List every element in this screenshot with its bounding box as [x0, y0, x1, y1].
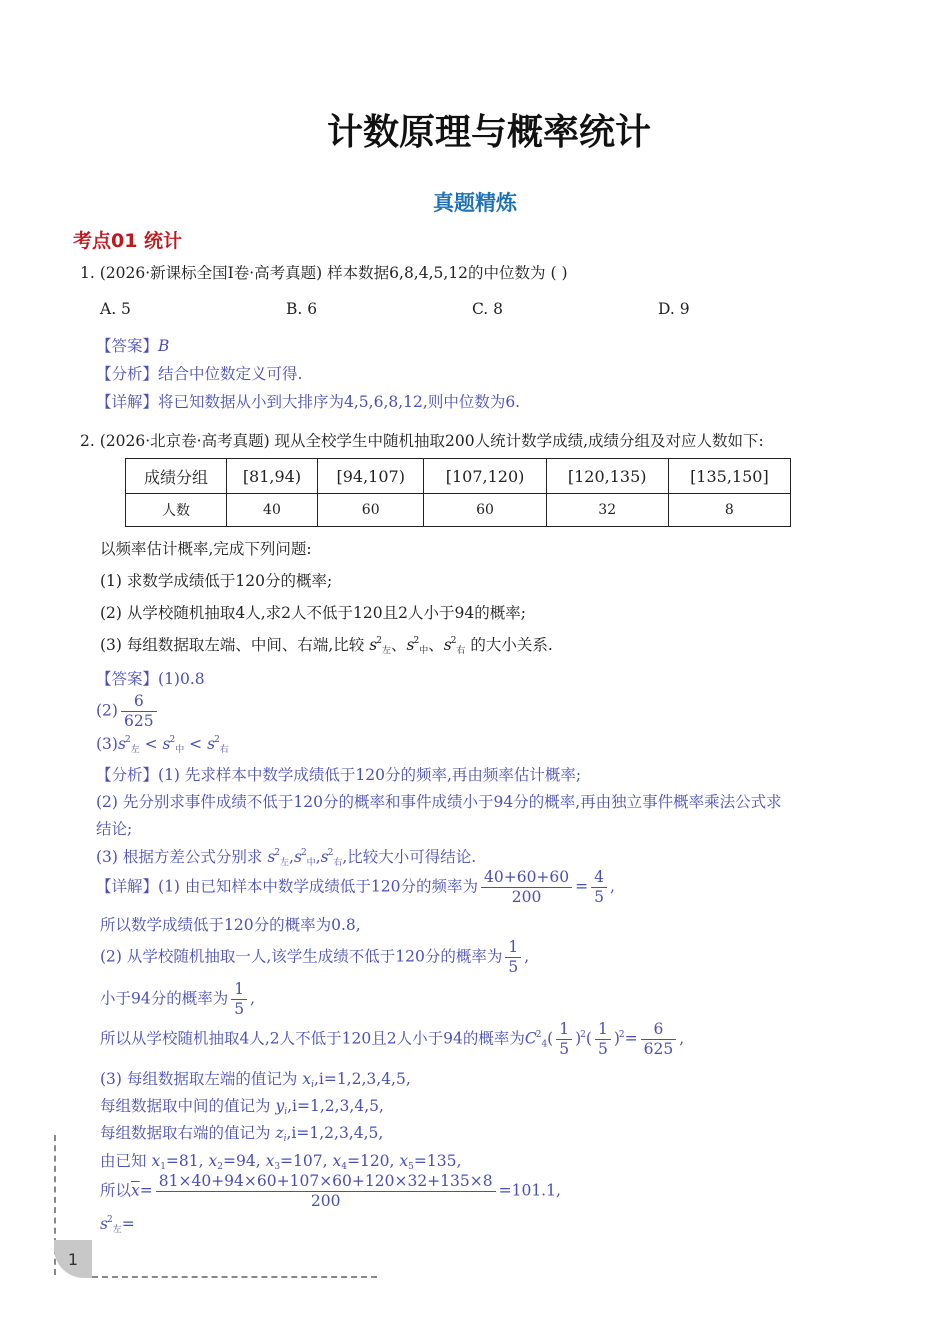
table-row	[126, 494, 791, 527]
q2-analysis-2b: 结论;	[96, 820, 133, 838]
q1-option-b: B. 6	[286, 300, 318, 318]
table-cell: 8	[668, 494, 790, 527]
q2-detail-11: $s^2_左=$	[100, 1215, 135, 1235]
q2-analysis-3: (3) 根据方差公式分别求 $s^2_左,s^2_中,s^2_右$,比较大小可得结论.	[96, 848, 477, 868]
q1-analysis	[96, 362, 302, 384]
q2-analysis-2: (2) 先分别求事件成绩不低于120分的概率和事件成绩小于94分的概率,再由独立事件概率乘法公式求	[96, 793, 782, 811]
detail-text: 将已知数据从小到大排序为4,5,6,8,12,则中位数为6.	[158, 393, 521, 411]
q2-analysis-1: 【分析】(1) 先求样本中数学成绩低于120分的频率,再由频率估计概率;	[96, 766, 582, 784]
table-cell: 成绩分组	[126, 459, 227, 494]
section-heading: 考点01 统计	[73, 230, 183, 252]
q1-answer	[96, 334, 169, 356]
q2-detail-2: 所以数学成绩低于120分的概率为0.8,	[100, 916, 361, 934]
table-cell: [81,94)	[227, 459, 318, 494]
q2-detail-10: 所以$\overline{x}=$ $\frac{81\times 40+94\times 60+107\times 60+120\times 32+135\times 8}{200}$ =101.1,	[100, 1172, 561, 1210]
q2-part1: (1) 求数学成绩低于120分的概率;	[100, 572, 333, 590]
q2-detail-5: 所以从学校随机抽取4人,2人不低于120且2人小于94的概率为$C^2_4$( $\frac{1}{5}$ )$^2$( $\frac{1}{5}$ )$^2$= $\frac{6}{625}$ ,	[100, 1020, 685, 1058]
score-table	[125, 458, 791, 527]
q2-detail-6: (3) 每组数据取左端的值记为 $x_i,i=1,2,3,4,5$,	[100, 1070, 411, 1090]
table-cell: 人数	[126, 494, 227, 527]
q2-detail-9: 由已知 $x_1=81$, $x_2=94$, $x_3=107$, $x_4=120$, $x_5=135$,	[100, 1152, 462, 1172]
q2-answer: 【答案】(1)0.8	[96, 670, 205, 688]
q2-detail-7: 每组数据取中间的值记为 $y_i,i=1,2,3,4,5$,	[100, 1097, 384, 1117]
q2-part2: (2) 从学校随机抽取4人,求2人不低于120且2人小于94的概率;	[100, 604, 526, 622]
q2-detail-3: (2) 从学校随机抽取一人,该学生成绩不低于120分的概率为 $\frac{1}{5}$ ,	[100, 938, 530, 976]
table-cell: 60	[424, 494, 546, 527]
page-title: 计数原理与概率统计	[326, 112, 651, 153]
q2-answer-2: (2) $\frac{6}{625}$	[96, 692, 160, 731]
q1-stem: 1. (2026·新课标全国Ⅰ卷·高考真题) 样本数据6,8,4,5,12的中位数为 ( )	[80, 264, 568, 282]
table-cell: [135,150]	[668, 459, 790, 494]
q2-detail-8: 每组数据取右端的值记为 $z_i,i=1,2,3,4,5$,	[100, 1124, 384, 1144]
q2-detail-1: 【详解】(1) 由已知样本中数学成绩低于120分的频率为 $\frac{40+60+60}{200}$ = $\frac{4}{5}$ ,	[96, 868, 615, 906]
q1-detail	[96, 390, 520, 412]
q1-option-d: D. 9	[658, 300, 690, 318]
analysis-text: 结合中位数定义可得.	[158, 365, 303, 383]
table-cell: 60	[317, 494, 424, 527]
table-cell: [94,107)	[317, 459, 424, 494]
analysis-tag: 【分析】	[96, 365, 159, 383]
table-cell: [120,135)	[546, 459, 668, 494]
q1-option-c: C. 8	[472, 300, 504, 318]
answer-tag: 【答案】	[96, 337, 159, 355]
q2-detail-4: 小于94分的概率为 $\frac{1}{5}$ ,	[100, 980, 256, 1018]
page-border-horizontal	[92, 1276, 377, 1278]
detail-tag: 【详解】	[96, 393, 159, 411]
answer-value: B	[158, 337, 170, 355]
page-subtitle: 真题精炼	[433, 191, 517, 215]
table-cell: [107,120)	[424, 459, 546, 494]
table-cell: 32	[546, 494, 668, 527]
table-cell: 40	[227, 494, 318, 527]
table-header-row	[126, 459, 791, 494]
q2-intro: 以频率估计概率,完成下列问题:	[100, 540, 312, 558]
q2-answer-3: $(3)s^2_左 < s^2_中 < s^2_右$	[96, 735, 229, 755]
page-number-badge: 1	[54, 1240, 92, 1278]
q2-part3: (3) 每组数据取左端、中间、右端,比较 $s^2_左$、$s^2_中$、$s^2_右$ 的大小关系.	[100, 636, 553, 656]
q2-stem: 2. (2026·北京卷·高考真题) 现从全校学生中随机抽取200人统计数学成绩,成绩分组及对应人数如下:	[80, 432, 764, 450]
q1-option-a: A. 5	[100, 300, 131, 318]
